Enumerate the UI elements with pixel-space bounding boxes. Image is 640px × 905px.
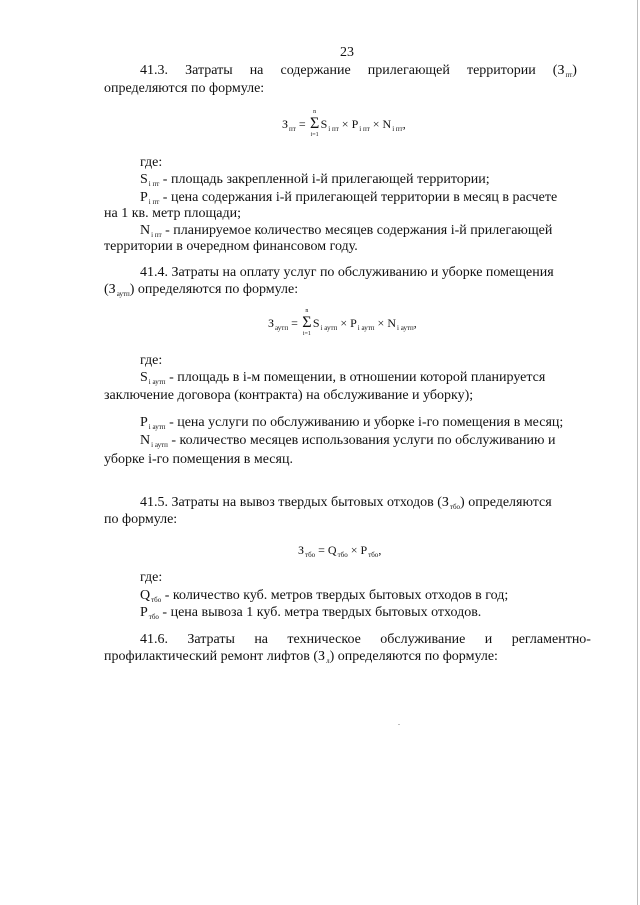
- s414-def1: $S_{i аутп}$ - площадь в i-м помещении, в отношении которой планируется: [140, 370, 546, 386]
- s413-def3: $N_{i пт}$ - планируемое количество месяцев содержания i-й прилегающей: [140, 223, 553, 239]
- sum-sign: Σ n i=1: [309, 109, 320, 138]
- s416-w4: обслуживание: [380, 632, 466, 647]
- s416-w1: Затраты: [187, 632, 235, 647]
- s414-def2: $P_{i аутп}$ - цена услуги по обслуживанию и уборке i-го помещения в месяц;: [140, 415, 564, 431]
- sum-sign: Σ n i=1: [302, 308, 312, 337]
- s416-line2: профилактический ремонт лифтов $(З_л)$ определяются по формуле:: [104, 649, 498, 665]
- s416-w3: техническое: [287, 632, 361, 647]
- s413-def1: $S_{i пт}$ - площадь закрепленной i-й прилегающей территории;: [140, 172, 490, 188]
- s413-formula: $З_{пт} = \Sigma$ n i=1 $S_{i пт} \times P_{i пт} \times N_{i пт}$,: [282, 109, 406, 138]
- s416-w5: и: [484, 632, 493, 647]
- s415-def2: $P_{тбо}$ - цена вывоза 1 куб. метра твердых бытовых отходов.: [140, 605, 482, 621]
- s413-def3-cont: территории в очередном финансовом году.: [104, 239, 358, 254]
- s414-def3: $N_{i аутп}$ - количество месяцев использования услуги по обслуживанию и: [140, 433, 556, 449]
- s413-w4: прилегающей: [367, 63, 450, 78]
- s413-line1: [140, 62, 577, 81]
- s413-w5: территории: [466, 63, 536, 78]
- s413-def2-cont: на 1 кв. метр площади;: [104, 206, 241, 221]
- s414-gde: где:: [140, 353, 163, 368]
- s413-w2: на: [249, 63, 264, 78]
- s414-def3-cont: уборке i-го помещения в месяц.: [104, 452, 293, 467]
- s416-w2: на: [254, 632, 269, 647]
- s414-formula: $З_{аутп} = \Sigma$ n i=1 $S_{i аутп} \times P_{i аутп} \times N_{i аутп}$,: [268, 308, 417, 337]
- s415-line1: 41.5. Затраты на вывоз твердых бытовых отходов $(З_{тбо})$ определяются: [140, 495, 552, 511]
- s414-def1-cont: заключение договора (контракта) на обслуживание и уборку);: [104, 388, 474, 403]
- s416-line1: [140, 631, 591, 649]
- s414-line2: $(З_{аутп})$ определяются по формуле:: [104, 282, 299, 298]
- s413-line2: определяются по формуле:: [104, 81, 265, 96]
- s414-line1: 41.4. Затраты на оплату услуг по обслуживанию и уборке помещения: [140, 265, 554, 280]
- s416-w6: регламентно-: [511, 632, 591, 647]
- s415-def1: $Q_{тбо}$ - количество куб. метров твердых бытовых отходов в год;: [140, 588, 509, 604]
- page-edge-line: [637, 0, 638, 905]
- s415-formula: $З_{тбо} = Q_{тбо} \times P_{тбо}$,: [298, 543, 382, 559]
- s416-num: 41.6.: [140, 632, 168, 647]
- s413-symbol: $(З_{пт})$: [552, 63, 577, 79]
- s413-def2: $P_{i пт}$ - цена содержания i-й прилегающей территории в месяц в расчете: [140, 190, 558, 206]
- s413-gde: где:: [140, 155, 163, 170]
- s413-w3: содержание: [280, 63, 351, 78]
- page-number: 23: [340, 45, 354, 60]
- s413-num: 41.3.: [140, 63, 168, 78]
- s415-gde: где:: [140, 570, 163, 585]
- scan-speck: [398, 724, 400, 725]
- s413-w1: Затраты: [185, 63, 233, 78]
- s415-line2: по формуле:: [104, 512, 178, 527]
